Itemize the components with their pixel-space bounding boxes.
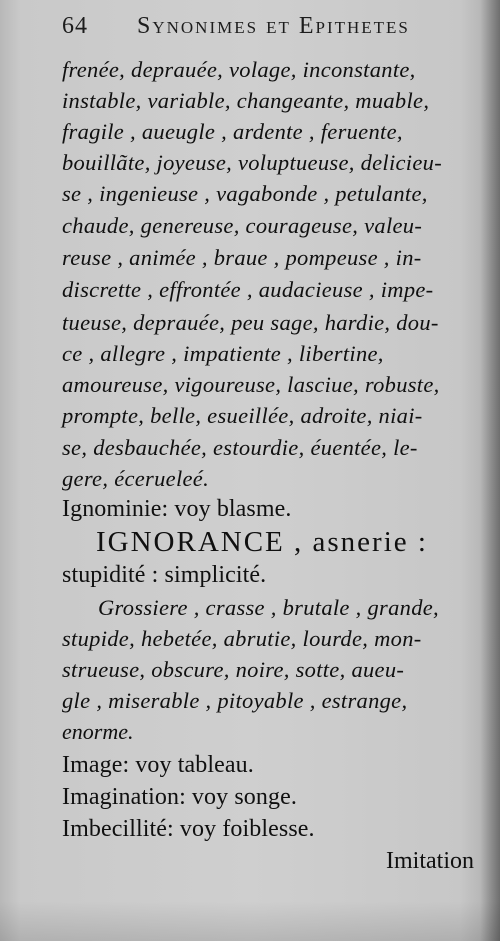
index-entry: Imbecillité: voy foiblesse.: [62, 816, 315, 842]
text-line: enorme.: [62, 719, 134, 744]
text-line: chaude, genereuse, courageuse, valeu-: [62, 213, 423, 238]
page-bottom-shadow: [0, 901, 500, 941]
text-line: bouillãte, joyeuse, voluptueuse, delicieu-: [62, 150, 442, 175]
text-line: prompte, belle, esueillée, adroite, niai-: [62, 403, 423, 428]
text-line: strueuse, obscure, noire, sotte, aueu-: [62, 657, 405, 682]
text-line: fragile , aueugle , ardente , feruente,: [62, 119, 403, 144]
synonym-line: stupidité : simplicité.: [62, 562, 267, 588]
running-head: Synonimes et Epithetes: [137, 13, 410, 39]
text-line: se , ingenieuse , vagabonde , petulante,: [62, 181, 428, 206]
index-entry: Imagination: voy songe.: [62, 784, 297, 810]
page-header: [62, 13, 492, 53]
text-line: stupide, hebetée, abrutie, lourde, mon-: [62, 626, 422, 651]
text-line: se, desbauchée, estourdie, éuentée, le-: [62, 435, 418, 460]
text-line: frenée, deprauée, volage, inconstante,: [62, 57, 416, 82]
text-line: instable, variable, changeante, muable,: [62, 88, 430, 113]
index-entry: Image: voy tableau.: [62, 752, 254, 778]
page-number: 64: [62, 13, 88, 39]
catchword: Imitation: [386, 848, 474, 874]
text-line: tueuse, deprauée, peu sage, hardie, dou-: [62, 310, 439, 335]
text-line: Grossiere , crasse , brutale , grande,: [98, 595, 439, 620]
text-line: discrette , effrontée , audacieuse , impe-: [62, 277, 434, 302]
text-line: gle , miserable , pitoyable , estrange,: [62, 688, 408, 713]
headword: IGNORANCE , asnerie :: [96, 526, 428, 558]
text-line: amoureuse, vigoureuse, lasciue, robuste,: [62, 372, 440, 397]
text-line: ce , allegre , impatiente , libertine,: [62, 341, 384, 366]
index-entry: Ignominie: voy blasme.: [62, 496, 292, 522]
text-line: reuse , animée , braue , pompeuse , in-: [62, 245, 422, 270]
page-edge-shadow: [480, 0, 500, 941]
text-line: gere, écerueleé.: [62, 466, 209, 491]
